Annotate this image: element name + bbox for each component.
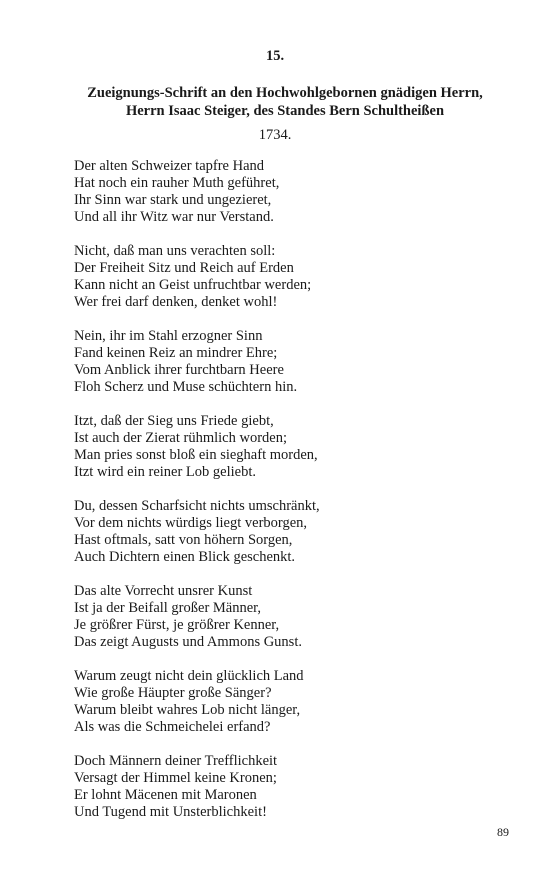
poem-year: 1734. [258,127,292,143]
verse-line: Ist auch der Zierat rühmlich worden; [74,430,287,446]
stanza [74,668,514,736]
verse-line: Wer frei darf denken, denket wohl! [74,294,278,310]
poem-number: 15. [265,48,285,64]
page-number: 89 [497,825,509,839]
verse-line: Das alte Vorrecht unsrer Kunst [74,583,253,599]
stanza [74,498,514,566]
verse-line: Kann nicht an Geist unfruchtbar werden; [74,277,312,293]
poem-title [40,84,530,120]
verse-line: Er lohnt Mäcenen mit Maronen [74,787,257,803]
verse-line: Hat noch ein rauher Muth geführet, [74,175,280,191]
verse-line: Doch Männern deiner Trefflichkeit [74,753,278,769]
verse-line: Man pries sonst bloß ein sieghaft morden, [74,447,318,463]
verse-line: Das zeigt Augusts und Ammons Gunst. [74,634,302,650]
stanza [74,583,514,651]
verse-line: Itzt wird ein reiner Lob geliebt. [74,464,256,480]
verse-line: Warum zeugt nicht dein glücklich Land [74,668,304,684]
verse-line: Nicht, daß man uns verachten soll: [74,243,276,259]
stanza [74,413,514,481]
title-line-2: Herrn Isaac Steiger, des Standes Bern Schultheißen [125,103,445,119]
verse-line: Der alten Schweizer tapfre Hand [74,158,265,174]
verse-line: Vom Anblick ihrer furchtbarn Heere [74,362,284,378]
poem-body [74,158,514,838]
verse-line: Hast oftmals, satt von höhern Sorgen, [74,532,293,548]
stanza [74,328,514,396]
verse-line: Je größrer Fürst, je größrer Kenner, [74,617,280,633]
verse-line: Ihr Sinn war stark und ungezieret, [74,192,272,208]
verse-line: Und all ihr Witz war nur Verstand. [74,209,274,225]
verse-line: Vor dem nichts würdigs liegt verborgen, [74,515,308,531]
verse-line: Auch Dichtern einen Blick geschenkt. [74,549,296,565]
verse-line: Itzt, daß der Sieg uns Friede giebt, [74,413,274,429]
stanza [74,753,514,821]
title-line-1: Zueignungs-Schrift an den Hochwohlgebornen gnädigen Herrn, [87,85,483,101]
verse-line: Der Freiheit Sitz und Reich auf Erden [74,260,294,276]
verse-line: Warum bleibt wahres Lob nicht länger, [74,702,301,718]
verse-line: Ist ja der Beifall großer Männer, [74,600,262,616]
verse-line: Nein, ihr im Stahl erzogner Sinn [74,328,263,344]
verse-line: Und Tugend mit Unsterblichkeit! [74,804,267,820]
verse-line: Du, dessen Scharfsicht nichts umschränkt, [74,498,320,514]
verse-line: Versagt der Himmel keine Kronen; [74,770,277,786]
verse-line: Wie große Häupter große Sänger? [74,685,272,701]
verse-line: Als was die Schmeichelei erfand? [74,719,271,735]
verse-line: Fand keinen Reiz an mindrer Ehre; [74,345,278,361]
stanza [74,243,514,311]
verse-line: Floh Scherz und Muse schüchtern hin. [74,379,298,395]
stanza [74,158,514,226]
